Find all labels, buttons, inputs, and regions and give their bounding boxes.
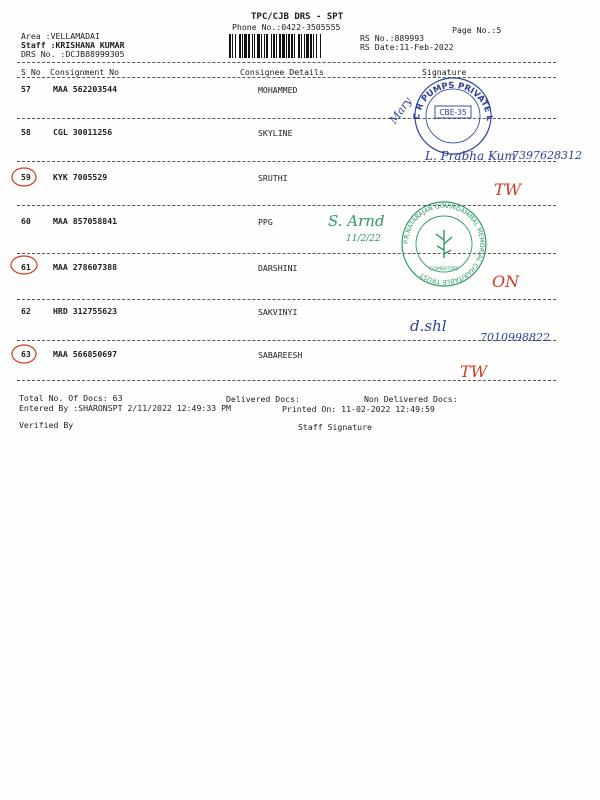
row60-signature: S. Arnd (328, 212, 385, 230)
row-consignee: SAKVINYI (258, 307, 298, 317)
row-sno: 59 (21, 172, 31, 182)
row59-mark: TW (494, 180, 522, 199)
barcode (229, 34, 353, 58)
row58-handwritten-phone: 7397628312 (512, 149, 582, 162)
non-delivered-docs: Non Delivered Docs: (364, 394, 458, 404)
red-circle-mark (9, 342, 39, 366)
red-circle-mark (8, 253, 40, 277)
col-signature: Signature (422, 67, 467, 77)
stamp1-ring-text: C R PUMPS PRIVATE LIMITED (400, 63, 495, 122)
red-circle-mark (9, 165, 39, 189)
trust-stamp (400, 200, 488, 288)
entered-by: Entered By :SHARONSPT 2/11/2022 12:49:33 PM (19, 403, 231, 413)
row57-signature: Mary (386, 94, 415, 127)
row-sno: 58 (21, 127, 31, 137)
total-docs: Total No. Of Docs: 63 (19, 393, 123, 403)
row-sno: 63 (21, 349, 31, 359)
row-consignee: DARSHINI (258, 263, 298, 273)
verified-by: Verified By (19, 420, 74, 430)
row-consignment: MAA 562203544 (53, 84, 118, 94)
row-consignee: MOHAMMED (258, 85, 298, 95)
rs-number: RS No.:889993 (360, 33, 425, 43)
page-number: Page No.:5 (452, 25, 502, 35)
row-consignment: MAA 857058841 (53, 216, 118, 226)
stamp1-center: CBE-35 (439, 108, 467, 117)
row-sno: 60 (21, 216, 31, 226)
page-title: TPC/CJB DRS - SPT (251, 12, 344, 22)
row61-mark: ON (492, 272, 520, 291)
row-divider (17, 299, 556, 300)
delivered-docs: Delivered Docs: (226, 394, 300, 404)
row-consignee: SABAREESH (258, 350, 303, 360)
col-sno: S No (21, 67, 41, 77)
row62-signature: d.shl (410, 317, 447, 335)
header-divider (17, 62, 556, 63)
row62-handwritten-phone: 7010998822 (480, 331, 550, 344)
row-consignee: PPG (258, 217, 273, 227)
col-consignee: Consignee Details (240, 67, 324, 77)
row58-handwritten-name: L. Prabha Kum (425, 149, 516, 163)
stamp2-ring-text: P.R.NATARAJAN GOVINDAMMAL MEMORIAL CHARITABLE TRUST (402, 202, 486, 286)
row60-date: 11/2/22 (346, 234, 381, 244)
area-label: Area :VELLAMADAI (21, 31, 100, 41)
printed-on: Printed On: 11-02-2022 12:49:59 (282, 404, 435, 414)
row-consignment: CGL 30011256 (53, 127, 113, 137)
row-sno: 57 (21, 84, 31, 94)
row-consignment: MAA 278607388 (53, 262, 118, 272)
row-divider (17, 340, 556, 341)
row-consignee: SKYLINE (258, 128, 293, 138)
rs-date: RS Date:11-Feb-2022 (360, 42, 454, 52)
stamp2-center: COIMBATORE (429, 267, 459, 272)
row-sno: 62 (21, 306, 31, 316)
row-consignee: SRUTHI (258, 173, 288, 183)
phone-number: Phone No.:0422-3505555 (232, 22, 341, 32)
staff-signature: Staff Signature (298, 422, 372, 432)
row-sno: 61 (21, 262, 31, 272)
drs-number: DRS No. :DCJB88999305 (21, 49, 125, 59)
row-consignment: HRD 312755623 (53, 306, 118, 316)
row-consignment: KYK 7005529 (53, 172, 108, 182)
col-consignment: Consignment No (50, 67, 120, 77)
staff-label: Staff :KRISHANA KUMAR (21, 40, 125, 50)
row-consignment: MAA 566850697 (53, 349, 118, 359)
row63-mark: TW (460, 362, 488, 381)
